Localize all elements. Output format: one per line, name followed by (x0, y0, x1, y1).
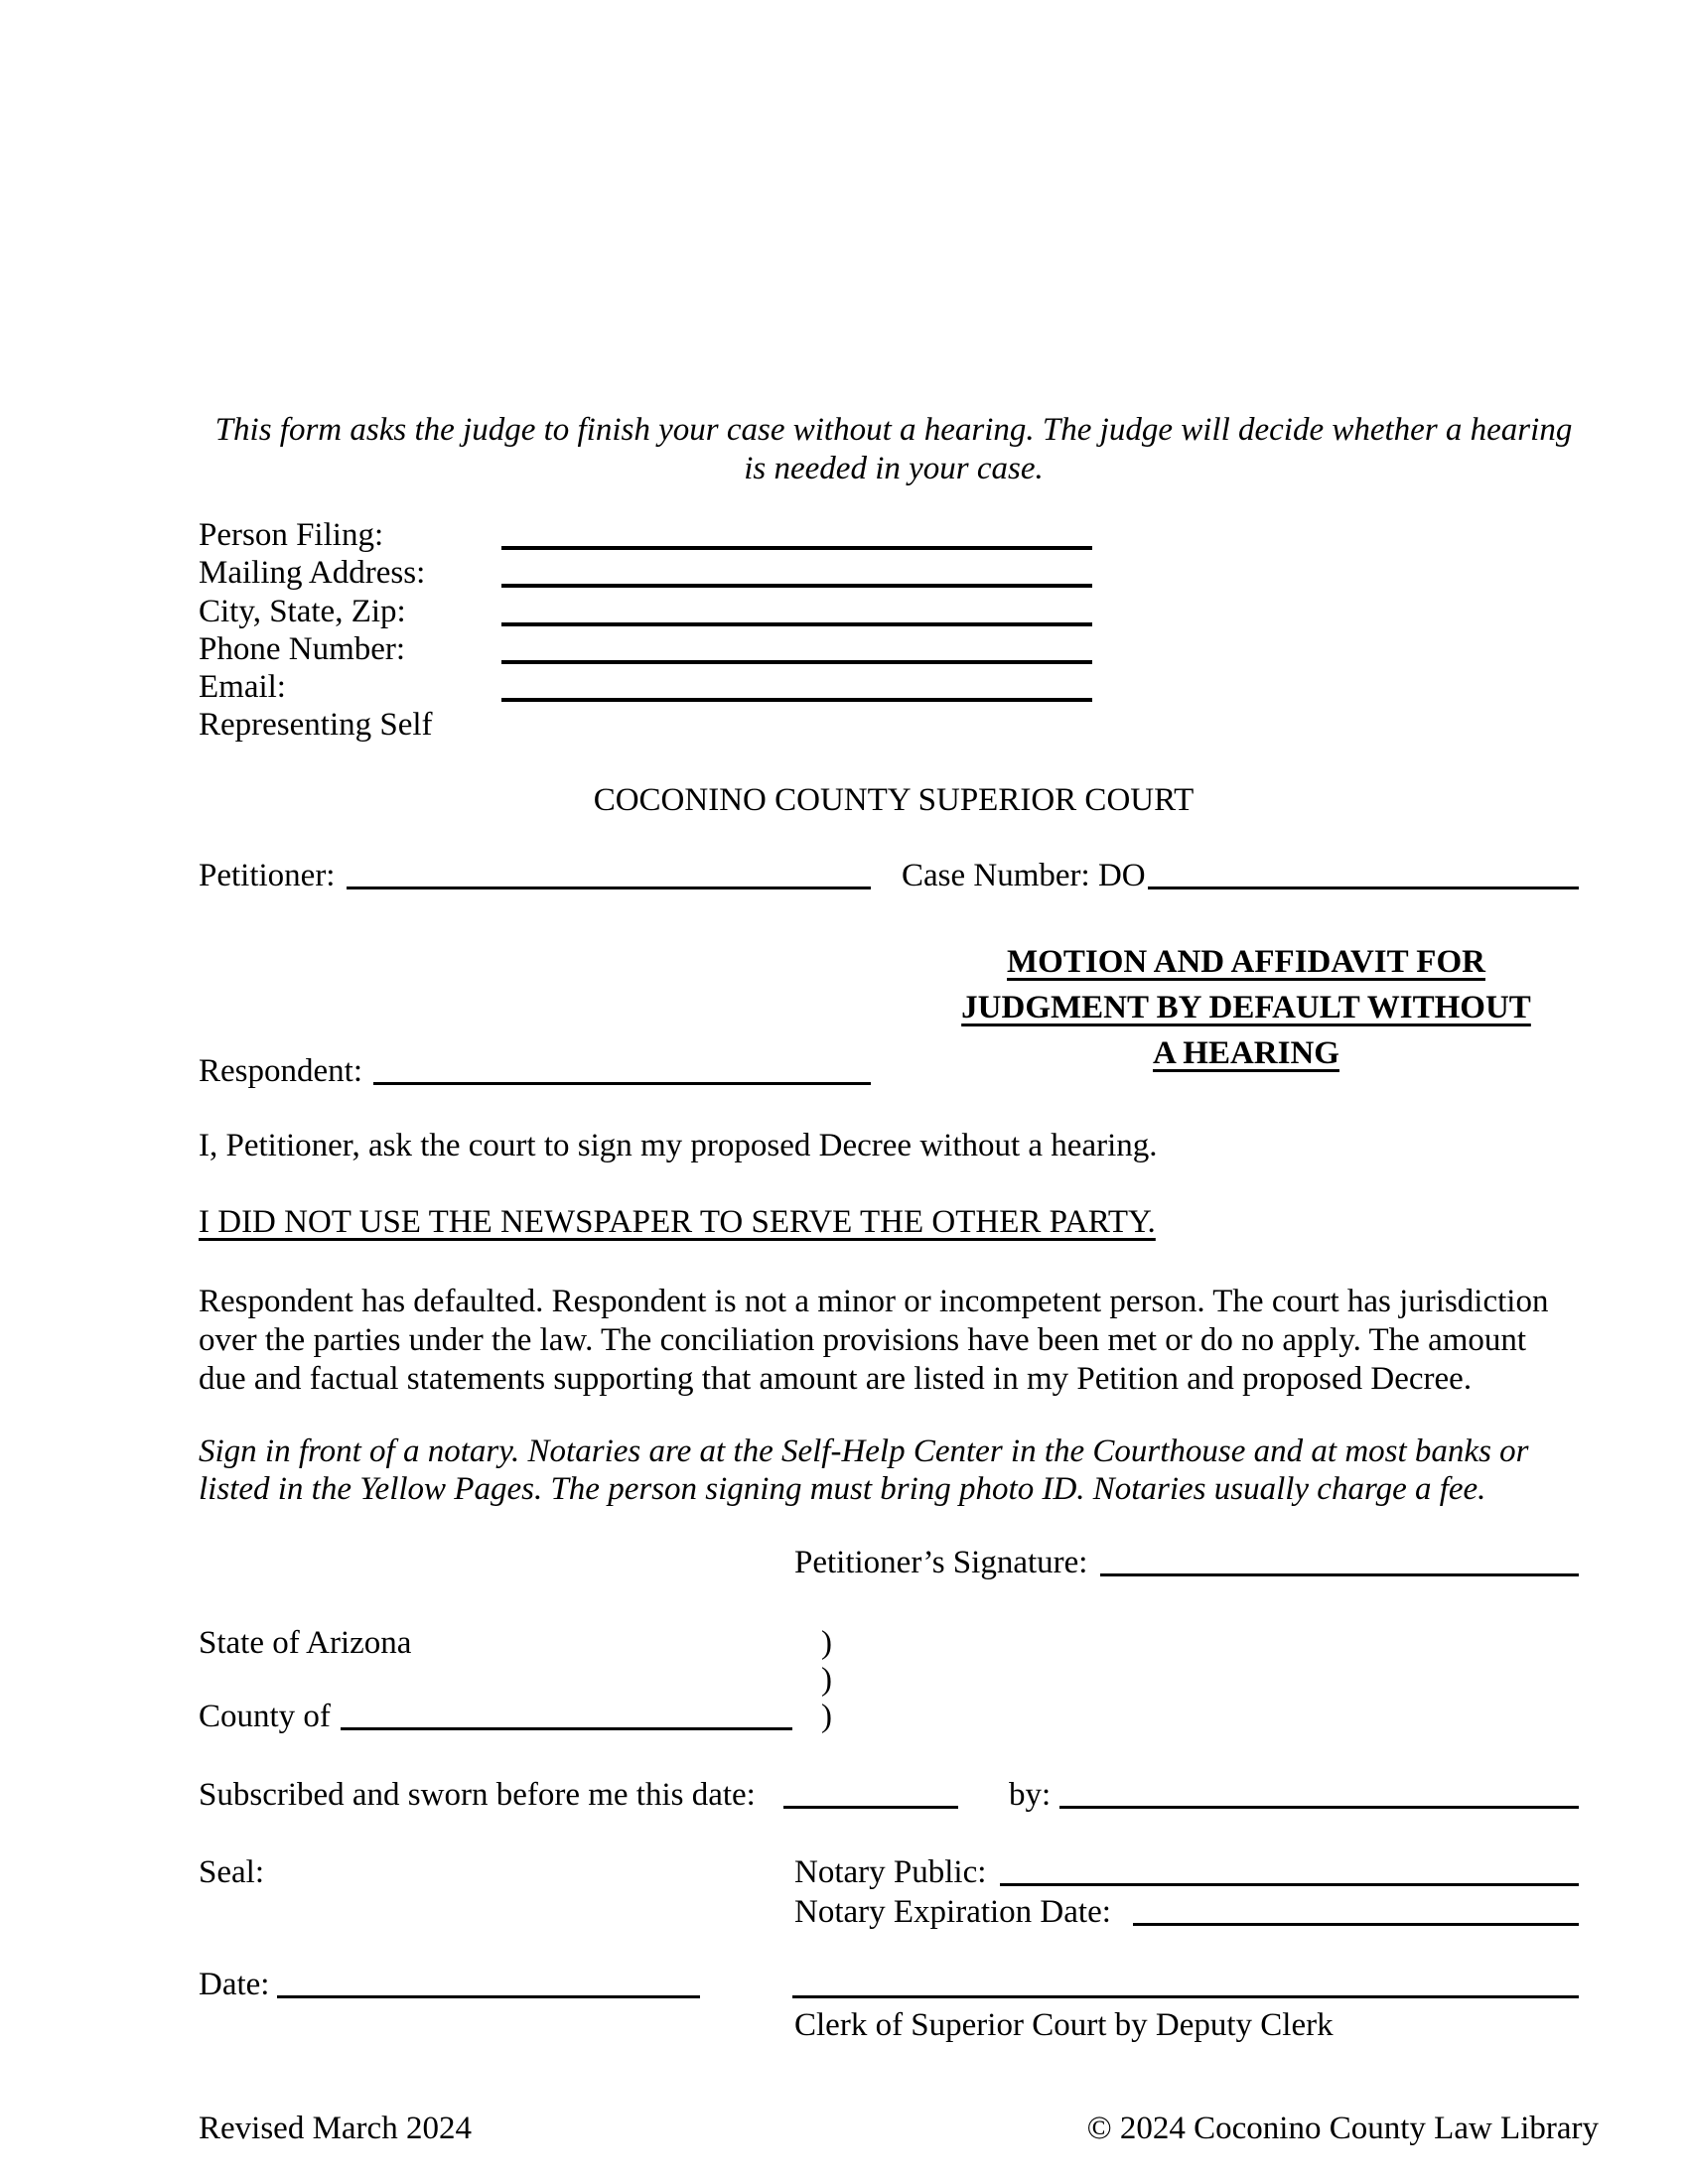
notary-instructions-line: listed in the Yellow Pages. The person signing must bring photo ID. Notaries usually charge a fee. (199, 1471, 1486, 1507)
document-title (914, 939, 1579, 1076)
case-number-label: Case Number: DO (902, 858, 1146, 893)
intro-note-line: is needed in your case. (744, 451, 1044, 486)
venue-paren: ) (821, 1662, 832, 1698)
phone-number-field[interactable] (501, 660, 1092, 664)
venue-paren: ) (821, 1699, 832, 1734)
date-label: Date: (199, 1967, 270, 2002)
mailing-address-field[interactable] (501, 584, 1092, 588)
person-filing-field[interactable] (501, 546, 1092, 550)
default-paragraph-line: due and factual statements supporting that amount are listed in my Petition and proposed Decree. (199, 1361, 1473, 1397)
notary-expiration-field[interactable] (1133, 1923, 1579, 1926)
respondent-name-field[interactable] (373, 1082, 871, 1085)
footer-revised: Revised March 2024 (199, 2111, 472, 2146)
person-filing-label: Person Filing: (199, 517, 384, 553)
newspaper-statement: I DID NOT USE THE NEWSPAPER TO SERVE THE OTHER PARTY. (199, 1204, 1156, 1240)
petitioner-name-field[interactable] (347, 887, 871, 889)
sworn-by-field[interactable] (1059, 1806, 1579, 1809)
document-title-line: JUDGMENT BY DEFAULT WITHOUT (961, 990, 1531, 1025)
venue-paren: ) (821, 1625, 832, 1661)
footer-copyright: © 2024 Coconino County Law Library (1086, 2111, 1599, 2146)
county-field[interactable] (341, 1727, 792, 1730)
document-title-line: MOTION AND AFFIDAVIT FOR (1007, 944, 1485, 980)
notary-instructions (199, 1433, 1589, 1508)
case-number-field[interactable] (1148, 887, 1579, 889)
email-field[interactable] (501, 698, 1092, 702)
state-label: State of Arizona (199, 1625, 412, 1661)
seal-label: Seal: (199, 1854, 264, 1890)
intro-note (199, 411, 1589, 488)
court-name: COCONINO COUNTY SUPERIOR COURT (593, 782, 1195, 818)
sworn-label: Subscribed and sworn before me this date: (199, 1777, 756, 1813)
petitioner-signature-field[interactable] (1100, 1573, 1579, 1576)
clerk-signature-field[interactable] (792, 1995, 1579, 1998)
city-state-zip-field[interactable] (501, 622, 1092, 626)
sworn-date-field[interactable] (783, 1806, 958, 1809)
mailing-address-label: Mailing Address: (199, 555, 426, 591)
clerk-caption: Clerk of Superior Court by Deputy Clerk (794, 2007, 1334, 2043)
phone-number-label: Phone Number: (199, 631, 406, 667)
respondent-label: Respondent: (199, 1053, 362, 1089)
date-field[interactable] (277, 1995, 700, 1998)
intro-note-line: This form asks the judge to finish your case without a hearing. The judge will decide whether a hearing (214, 412, 1573, 448)
email-label: Email: (199, 669, 286, 705)
document-title-line: A HEARING (1153, 1035, 1339, 1071)
petitioner-label: Petitioner: (199, 858, 336, 893)
sworn-by-label: by: (1009, 1777, 1052, 1813)
representing-self-label: Representing Self (199, 707, 433, 743)
notary-public-label: Notary Public: (794, 1854, 987, 1890)
city-state-zip-label: City, State, Zip: (199, 594, 406, 629)
notary-expiration-label: Notary Expiration Date: (794, 1894, 1111, 1930)
petitioner-signature-label: Petitioner’s Signature: (794, 1545, 1088, 1580)
default-paragraph-line: over the parties under the law. The conciliation provisions have been met or do no apply. The amount (199, 1322, 1527, 1358)
notary-instructions-line: Sign in front of a notary. Notaries are at the Self-Help Center in the Courthouse and at most banks or (199, 1433, 1529, 1469)
county-label: County of (199, 1699, 331, 1734)
notary-public-field[interactable] (1000, 1883, 1579, 1886)
default-paragraph (199, 1283, 1589, 1399)
default-paragraph-line: Respondent has defaulted. Respondent is not a minor or incompetent person. The court has jurisdiction (199, 1284, 1549, 1319)
request-statement: I, Petitioner, ask the court to sign my proposed Decree without a hearing. (199, 1128, 1158, 1163)
